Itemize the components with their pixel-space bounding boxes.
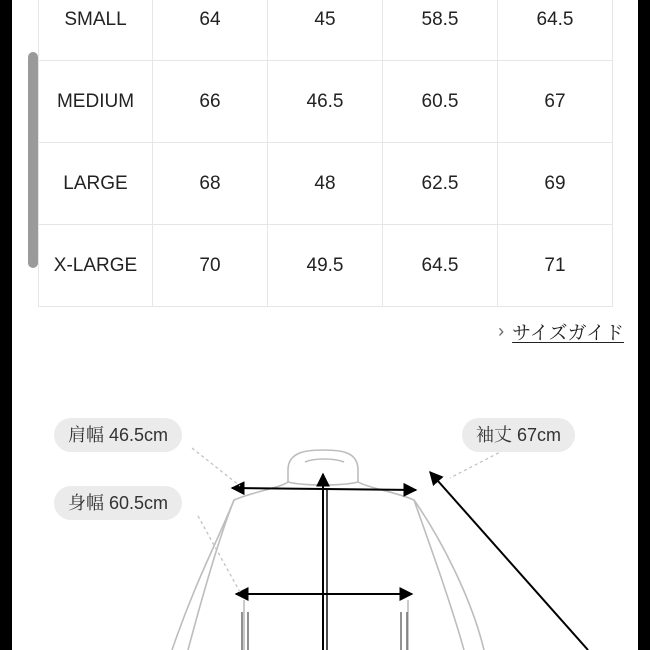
- table-cell: 64.5: [498, 0, 613, 61]
- table-cell: 66: [153, 61, 268, 143]
- body-width-label: [54, 486, 182, 520]
- size-name: X-LARGE: [39, 225, 153, 307]
- scrollbar[interactable]: [28, 52, 38, 268]
- table-cell: 49.5: [268, 225, 383, 307]
- table-cell: 45: [268, 0, 383, 61]
- body-label: 身幅: [68, 493, 104, 513]
- table-cell: 58.5: [383, 0, 498, 61]
- body-value: 60.5cm: [109, 493, 169, 513]
- size-name: LARGE: [39, 143, 153, 225]
- table-cell: 64: [153, 0, 268, 61]
- sleeve-value: 67cm: [517, 425, 562, 445]
- table-cell: 64.5: [383, 225, 498, 307]
- sleeve-label: 袖丈: [476, 425, 512, 445]
- size-name: MEDIUM: [39, 61, 153, 143]
- pockets: [242, 612, 407, 650]
- sleeve-length-label: [462, 418, 575, 452]
- shoulder-value: 46.5cm: [109, 425, 169, 445]
- shoulder-arrow: [232, 488, 416, 490]
- table-cell: 60.5: [383, 61, 498, 143]
- size-name: SMALL: [39, 0, 153, 61]
- shoulder-label: 肩幅: [68, 425, 104, 445]
- shoulder-width-label: [54, 418, 182, 452]
- screen: [12, 0, 638, 650]
- chevron-right-icon: ›: [498, 321, 505, 341]
- table-cell: 67: [498, 61, 613, 143]
- size-guide-label[interactable]: サイズガイド: [512, 323, 624, 344]
- table-cell: 71: [498, 225, 613, 307]
- leader-lines: [192, 448, 504, 592]
- table-cell: 62.5: [383, 143, 498, 225]
- sleeve-arrow: [430, 472, 588, 650]
- table-cell: 70: [153, 225, 268, 307]
- table-cell: 68: [153, 143, 268, 225]
- table-cell: 46.5: [268, 61, 383, 143]
- jacket-diagram: [12, 0, 638, 650]
- table-cell: 69: [498, 143, 613, 225]
- table-cell: 48: [268, 143, 383, 225]
